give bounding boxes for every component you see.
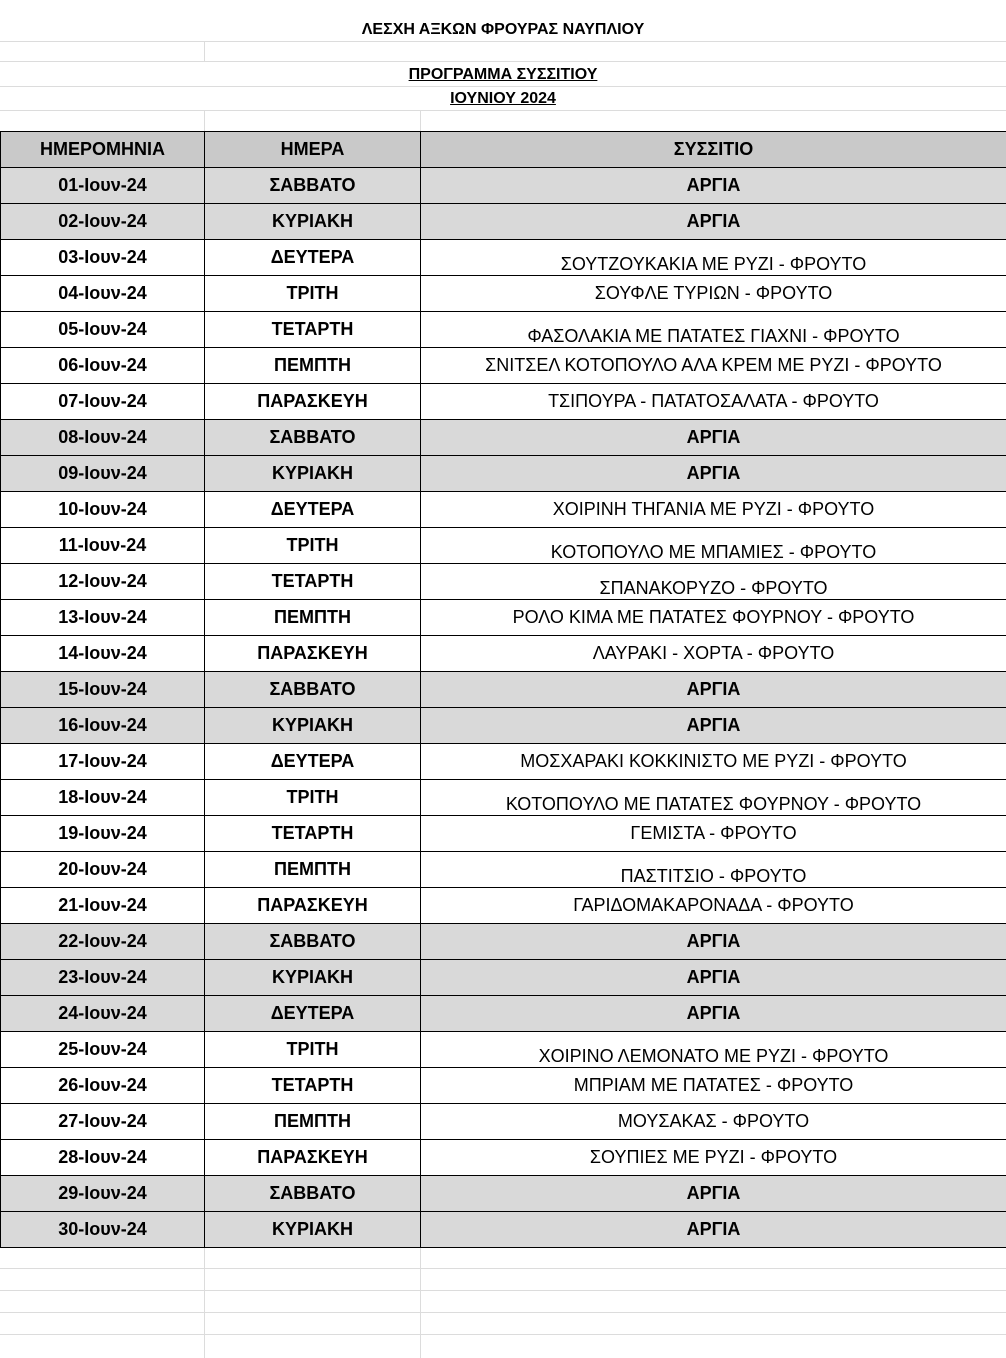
day-cell: ΣΑΒΒΑΤΟ: [205, 1176, 421, 1212]
table-row: [1, 600, 1006, 636]
date-cell: 30-Ιουν-24: [1, 1212, 205, 1248]
meal-cell: ΓΑΡΙΔΟΜΑΚΑΡΟΝΑΔΑ - ΦΡΟΥΤΟ: [421, 888, 1006, 924]
column-header-date: ΗΜΕΡΟΜΗΝΙΑ: [1, 132, 205, 168]
day-cell: ΠΑΡΑΣΚΕΥΗ: [205, 636, 421, 672]
day-cell: ΔΕΥΤΕΡΑ: [205, 744, 421, 780]
gridline: [0, 1290, 1006, 1291]
gridline: [204, 41, 205, 61]
meal-cell: ΜΟΣΧΑΡΑΚΙ ΚΟΚΚΙΝΙΣΤΟ ΜΕ ΡΥΖΙ - ΦΡΟΥΤΟ: [421, 744, 1006, 780]
day-cell: ΚΥΡΙΑΚΗ: [205, 708, 421, 744]
table-row: [1, 780, 1006, 816]
meal-cell: ΚΟΤΟΠΟΥΛΟ ΜΕ ΜΠΑΜΙΕΣ - ΦΡΟΥΤΟ: [421, 528, 1006, 564]
table-header-row: [1, 132, 1006, 168]
meal-cell: ΣΟΥΦΛΕ ΤΥΡΙΩΝ - ΦΡΟΥΤΟ: [421, 276, 1006, 312]
date-cell: 25-Ιουν-24: [1, 1032, 205, 1068]
table-row: [1, 1140, 1006, 1176]
table-row: [1, 168, 1006, 204]
gridline: [0, 110, 1006, 111]
program-title-text: ΠΡΟΓΡΑΜΜΑ ΣΥΣΣΙΤΙΟΥ: [408, 66, 598, 83]
meal-cell: ΧΟΙΡΙΝΟ ΛΕΜΟΝΑΤΟ ΜΕ ΡΥΖΙ - ΦΡΟΥΤΟ: [421, 1032, 1006, 1068]
date-cell: 29-Ιουν-24: [1, 1176, 205, 1212]
table-row: [1, 1176, 1006, 1212]
meal-cell: ΑΡΓΙΑ: [421, 1212, 1006, 1248]
date-cell: 11-Ιουν-24: [1, 528, 205, 564]
gridline: [0, 1334, 1006, 1335]
table-row: [1, 528, 1006, 564]
club-title-text: ΛΕΣΧΗ ΑΞΚΩΝ ΦΡΟΥΡΑΣ ΝΑΥΠΛΙΟΥ: [361, 21, 645, 38]
gridline: [420, 110, 421, 131]
day-cell: ΤΡΙΤΗ: [205, 1032, 421, 1068]
day-cell: ΣΑΒΒΑΤΟ: [205, 168, 421, 204]
date-cell: 07-Ιουν-24: [1, 384, 205, 420]
table-row: [1, 888, 1006, 924]
date-cell: 13-Ιουν-24: [1, 600, 205, 636]
date-cell: 16-Ιουν-24: [1, 708, 205, 744]
day-cell: ΣΑΒΒΑΤΟ: [205, 420, 421, 456]
date-cell: 27-Ιουν-24: [1, 1104, 205, 1140]
meal-cell: ΡΟΛΟ ΚΙΜΑ ΜΕ ΠΑΤΑΤΕΣ ΦΟΥΡΝΟΥ - ΦΡΟΥΤΟ: [421, 600, 1006, 636]
table-row: [1, 384, 1006, 420]
meal-cell: ΣΠΑΝΑΚΟΡΥΖΟ - ΦΡΟΥΤΟ: [421, 564, 1006, 600]
day-cell: ΠΕΜΠΤΗ: [205, 1104, 421, 1140]
meal-cell: ΜΟΥΣΑΚΑΣ - ΦΡΟΥΤΟ: [421, 1104, 1006, 1140]
table-row: [1, 1104, 1006, 1140]
gridline: [420, 1248, 421, 1358]
date-cell: 05-Ιουν-24: [1, 312, 205, 348]
month-title-text: ΙΟΥΝΙΟΥ 2024: [450, 90, 556, 107]
day-cell: ΤΡΙΤΗ: [205, 780, 421, 816]
table-row: [1, 276, 1006, 312]
date-cell: 04-Ιουν-24: [1, 276, 205, 312]
meal-cell: ΣΝΙΤΣΕΛ ΚΟΤΟΠΟΥΛΟ ΑΛΑ ΚΡΕΜ ΜΕ ΡΥΖΙ - ΦΡΟΥΤΟ: [421, 348, 1006, 384]
gridline: [0, 1312, 1006, 1313]
day-cell: ΠΕΜΠΤΗ: [205, 852, 421, 888]
day-cell: ΣΑΒΒΑΤΟ: [205, 672, 421, 708]
day-cell: ΠΑΡΑΣΚΕΥΗ: [205, 888, 421, 924]
date-cell: 10-Ιουν-24: [1, 492, 205, 528]
day-cell: ΚΥΡΙΑΚΗ: [205, 1212, 421, 1248]
day-cell: ΤΕΤΑΡΤΗ: [205, 816, 421, 852]
gridline: [0, 61, 1006, 62]
day-cell: ΚΥΡΙΑΚΗ: [205, 456, 421, 492]
meal-cell: ΑΡΓΙΑ: [421, 168, 1006, 204]
club-title: [0, 21, 1006, 39]
meal-cell: ΜΠΡΙΑΜ ΜΕ ΠΑΤΑΤΕΣ - ΦΡΟΥΤΟ: [421, 1068, 1006, 1104]
table-row: [1, 960, 1006, 996]
day-cell: ΔΕΥΤΕΡΑ: [205, 492, 421, 528]
meal-cell: ΠΑΣΤΙΤΣΙΟ - ΦΡΟΥΤΟ: [421, 852, 1006, 888]
date-cell: 08-Ιουν-24: [1, 420, 205, 456]
column-header-meal: ΣΥΣΣΙΤΙΟ: [421, 132, 1006, 168]
date-cell: 01-Ιουν-24: [1, 168, 205, 204]
month-title: [0, 90, 1006, 108]
table-row: [1, 420, 1006, 456]
date-cell: 26-Ιουν-24: [1, 1068, 205, 1104]
meal-cell: ΑΡΓΙΑ: [421, 708, 1006, 744]
date-cell: 15-Ιουν-24: [1, 672, 205, 708]
meal-schedule-table: [0, 131, 1006, 1248]
day-cell: ΠΕΜΠΤΗ: [205, 348, 421, 384]
date-cell: 23-Ιουν-24: [1, 960, 205, 996]
meal-cell: ΛΑΥΡΑΚΙ - ΧΟΡΤΑ - ΦΡΟΥΤΟ: [421, 636, 1006, 672]
table-row: [1, 348, 1006, 384]
date-cell: 09-Ιουν-24: [1, 456, 205, 492]
meal-cell: ΣΟΥΠΙΕΣ ΜΕ ΡΥΖΙ - ΦΡΟΥΤΟ: [421, 1140, 1006, 1176]
date-cell: 14-Ιουν-24: [1, 636, 205, 672]
table-row: [1, 456, 1006, 492]
table-row: [1, 240, 1006, 276]
gridline: [0, 41, 1006, 42]
date-cell: 02-Ιουν-24: [1, 204, 205, 240]
day-cell: ΤΕΤΑΡΤΗ: [205, 564, 421, 600]
program-title: [0, 66, 1006, 84]
meal-cell: ΤΣΙΠΟΥΡΑ - ΠΑΤΑΤΟΣΑΛΑΤΑ - ΦΡΟΥΤΟ: [421, 384, 1006, 420]
meal-cell: ΑΡΓΙΑ: [421, 924, 1006, 960]
day-cell: ΤΕΤΑΡΤΗ: [205, 1068, 421, 1104]
meal-cell: ΑΡΓΙΑ: [421, 204, 1006, 240]
table-body: [1, 168, 1006, 1248]
day-cell: ΣΑΒΒΑΤΟ: [205, 924, 421, 960]
table-row: [1, 564, 1006, 600]
meal-cell: ΧΟΙΡΙΝΗ ΤΗΓΑΝΙΑ ΜΕ ΡΥΖΙ - ΦΡΟΥΤΟ: [421, 492, 1006, 528]
table-row: [1, 636, 1006, 672]
table-row: [1, 1068, 1006, 1104]
date-cell: 21-Ιουν-24: [1, 888, 205, 924]
date-cell: 03-Ιουν-24: [1, 240, 205, 276]
table-row: [1, 1032, 1006, 1068]
date-cell: 06-Ιουν-24: [1, 348, 205, 384]
gridline: [204, 1248, 205, 1358]
meal-cell: ΓΕΜΙΣΤΑ - ΦΡΟΥΤΟ: [421, 816, 1006, 852]
table-row: [1, 204, 1006, 240]
day-cell: ΤΕΤΑΡΤΗ: [205, 312, 421, 348]
day-cell: ΚΥΡΙΑΚΗ: [205, 204, 421, 240]
day-cell: ΔΕΥΤΕΡΑ: [205, 996, 421, 1032]
table-row: [1, 672, 1006, 708]
day-cell: ΔΕΥΤΕΡΑ: [205, 240, 421, 276]
table-row: [1, 924, 1006, 960]
date-cell: 24-Ιουν-24: [1, 996, 205, 1032]
meal-cell: ΑΡΓΙΑ: [421, 456, 1006, 492]
meal-cell: ΑΡΓΙΑ: [421, 996, 1006, 1032]
day-cell: ΤΡΙΤΗ: [205, 528, 421, 564]
day-cell: ΠΑΡΑΣΚΕΥΗ: [205, 384, 421, 420]
day-cell: ΠΑΡΑΣΚΕΥΗ: [205, 1140, 421, 1176]
date-cell: 22-Ιουν-24: [1, 924, 205, 960]
day-cell: ΠΕΜΠΤΗ: [205, 600, 421, 636]
date-cell: 28-Ιουν-24: [1, 1140, 205, 1176]
meal-cell: ΣΟΥΤΖΟΥΚΑΚΙΑ ΜΕ ΡΥΖΙ - ΦΡΟΥΤΟ: [421, 240, 1006, 276]
table-row: [1, 816, 1006, 852]
table-row: [1, 708, 1006, 744]
date-cell: 20-Ιουν-24: [1, 852, 205, 888]
gridline: [0, 1268, 1006, 1269]
day-cell: ΚΥΡΙΑΚΗ: [205, 960, 421, 996]
table-row: [1, 1212, 1006, 1248]
table-row: [1, 744, 1006, 780]
meal-cell: ΑΡΓΙΑ: [421, 420, 1006, 456]
table-row: [1, 996, 1006, 1032]
meal-cell: ΑΡΓΙΑ: [421, 672, 1006, 708]
table-row: [1, 312, 1006, 348]
date-cell: 17-Ιουν-24: [1, 744, 205, 780]
day-cell: ΤΡΙΤΗ: [205, 276, 421, 312]
table-row: [1, 852, 1006, 888]
gridline: [0, 86, 1006, 87]
date-cell: 12-Ιουν-24: [1, 564, 205, 600]
date-cell: 19-Ιουν-24: [1, 816, 205, 852]
date-cell: 18-Ιουν-24: [1, 780, 205, 816]
table-row: [1, 492, 1006, 528]
column-header-day: ΗΜΕΡΑ: [205, 132, 421, 168]
meal-cell: ΚΟΤΟΠΟΥΛΟ ΜΕ ΠΑΤΑΤΕΣ ΦΟΥΡΝΟΥ - ΦΡΟΥΤΟ: [421, 780, 1006, 816]
gridline: [204, 110, 205, 131]
meal-cell: ΑΡΓΙΑ: [421, 960, 1006, 996]
meal-cell: ΑΡΓΙΑ: [421, 1176, 1006, 1212]
meal-cell: ΦΑΣΟΛΑΚΙΑ ΜΕ ΠΑΤΑΤΕΣ ΓΙΑΧΝΙ - ΦΡΟΥΤΟ: [421, 312, 1006, 348]
